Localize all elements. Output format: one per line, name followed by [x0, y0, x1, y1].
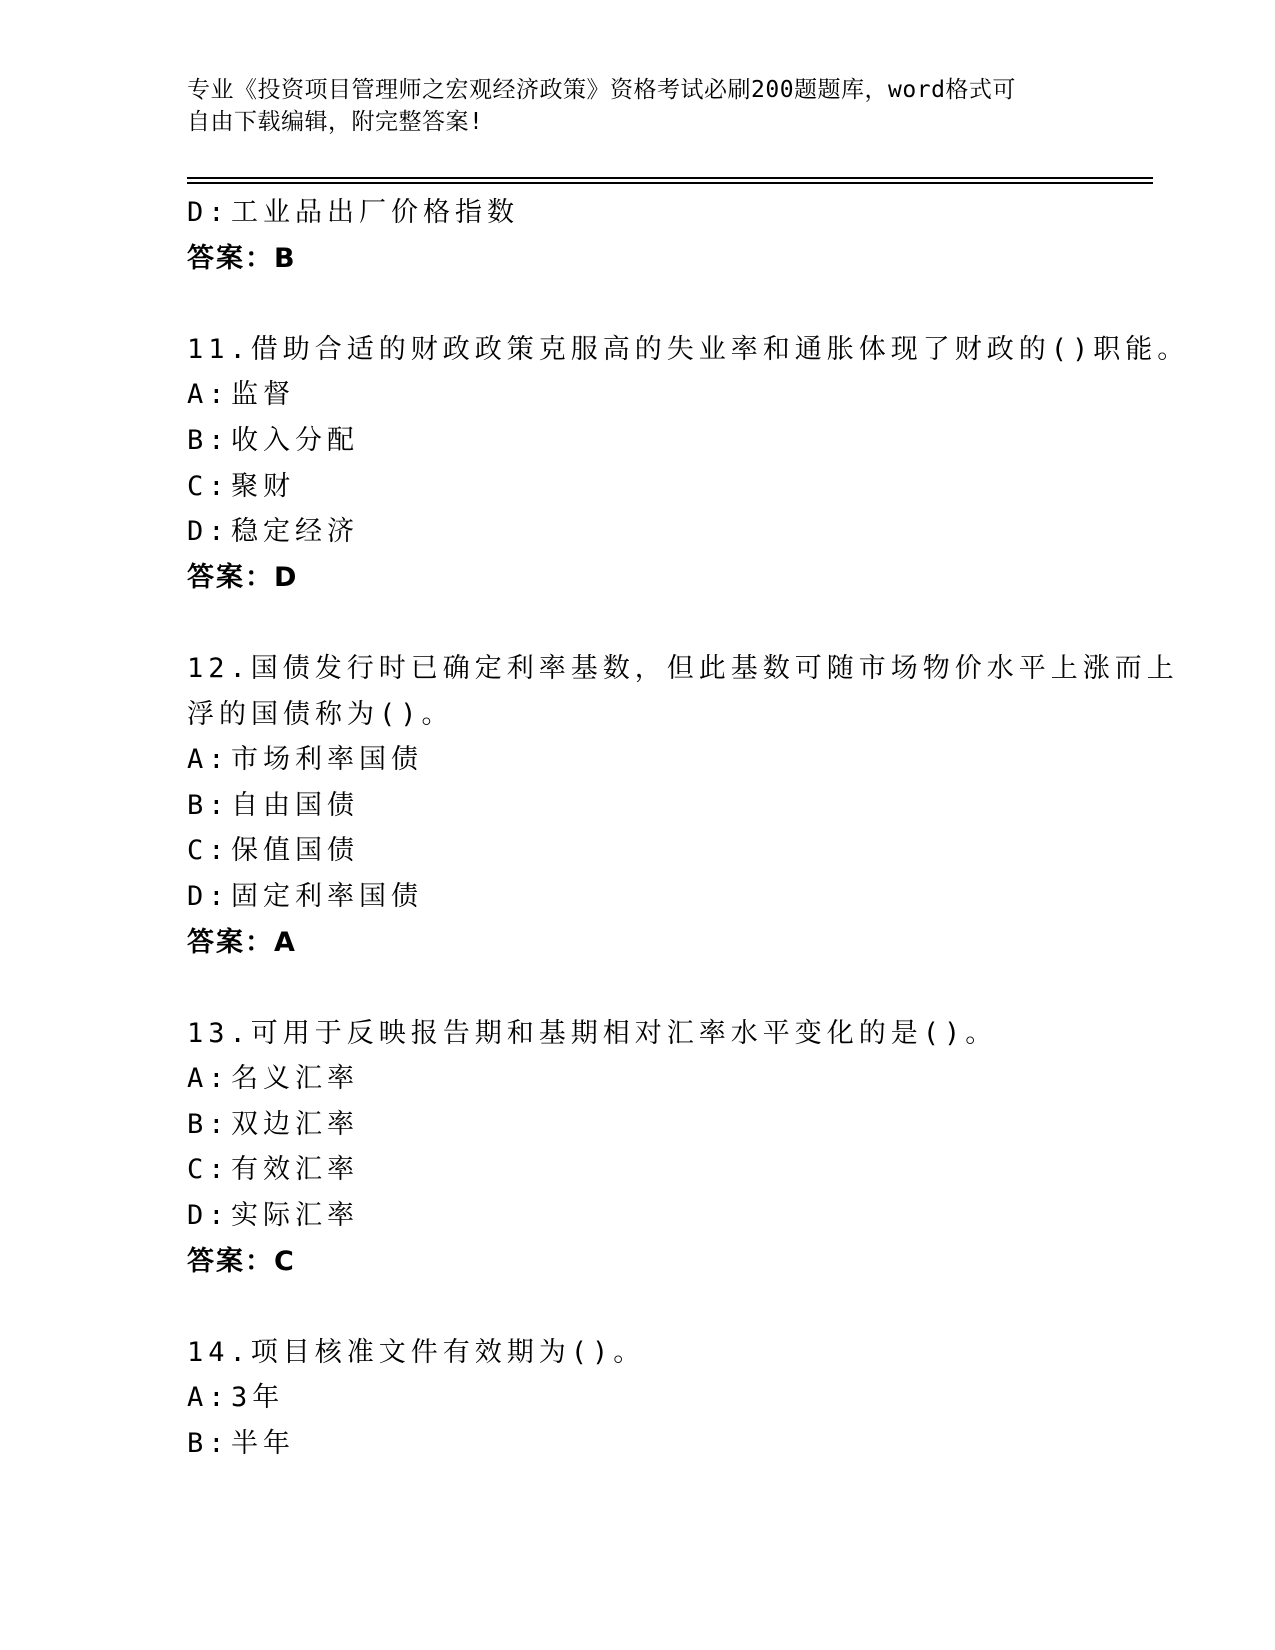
option-text: 双边汇率	[231, 1108, 359, 1140]
question-text: 14.项目核准文件有效期为()。	[187, 1336, 646, 1368]
option-label: D:	[187, 516, 230, 548]
spacer	[187, 281, 1127, 327]
answer-line: 答案：C	[187, 1245, 296, 1277]
header-divider-top	[187, 177, 1153, 179]
header-divider-bottom	[187, 182, 1153, 184]
option-a	[187, 1056, 1127, 1102]
option-a	[187, 1375, 1127, 1421]
option-b	[187, 418, 1127, 464]
option-text: 有效汇率	[231, 1154, 359, 1186]
option-d	[187, 1193, 1127, 1239]
question-block-10	[187, 190, 1127, 281]
option-text: 半年	[231, 1428, 295, 1460]
option-text: 收入分配	[231, 424, 359, 456]
option-label: B:	[187, 1428, 230, 1460]
spacer	[187, 965, 1127, 1011]
header-title-line-1: 专业《投资项目管理师之宏观经济政策》资格考试必刷200题题库，word格式可	[187, 77, 1016, 103]
option-text: 工业品出厂价格指数	[231, 197, 519, 228]
option-text: 稳定经济	[231, 516, 359, 548]
spacer	[187, 1284, 1127, 1330]
option-d	[187, 190, 1127, 236]
option-label: C:	[187, 835, 230, 867]
option-text: 自由国债	[231, 789, 359, 821]
option-c	[187, 828, 1127, 874]
question-block-14	[187, 1330, 1127, 1467]
option-d	[187, 509, 1127, 555]
option-label: A:	[187, 1063, 230, 1095]
answer-line: 答案：A	[187, 926, 297, 958]
question-block-12	[187, 646, 1179, 965]
question-text: 11.借助合适的财政政策克服高的失业率和通胀体现了财政的()职能。	[187, 333, 1190, 365]
option-b	[187, 1102, 1127, 1148]
option-d	[187, 874, 1127, 920]
question-block-11	[187, 327, 1190, 601]
option-label: D:	[187, 880, 230, 912]
option-text: 聚财	[231, 470, 295, 502]
answer-line: 答案：B	[187, 242, 297, 274]
question-text-line-2: 浮的国债称为()。	[187, 698, 454, 730]
question-block-13	[187, 1011, 1127, 1285]
option-label: D:	[187, 197, 230, 228]
option-label: A:	[187, 379, 230, 411]
option-b	[187, 783, 1127, 829]
option-text: 3年	[231, 1382, 285, 1414]
question-text: 13.可用于反映报告期和基期相对汇率水平变化的是()。	[187, 1017, 998, 1049]
option-text: 名义汇率	[231, 1063, 359, 1095]
option-text: 保值国债	[231, 835, 359, 867]
option-text: 市场利率国债	[231, 744, 423, 776]
question-text-line-1: 12.国债发行时已确定利率基数，但此基数可随市场物价水平上涨而上	[187, 652, 1179, 684]
option-b	[187, 1421, 1127, 1467]
option-a	[187, 372, 1127, 418]
option-label: B:	[187, 424, 230, 456]
option-text: 固定利率国债	[231, 880, 423, 912]
option-c	[187, 464, 1127, 510]
option-label: B:	[187, 789, 230, 821]
option-label: C:	[187, 1154, 230, 1186]
option-a	[187, 737, 1127, 783]
option-text: 监督	[231, 379, 295, 411]
option-label: A:	[187, 1382, 230, 1414]
option-label: C:	[187, 470, 230, 502]
answer-line: 答案：D	[187, 561, 299, 593]
option-c	[187, 1147, 1127, 1193]
option-label: A:	[187, 744, 230, 776]
option-label: D:	[187, 1200, 230, 1232]
header-title-line-2: 自由下载编辑，附完整答案!	[187, 109, 484, 135]
question-list	[187, 190, 1190, 1467]
spacer	[187, 600, 1127, 646]
option-text: 实际汇率	[231, 1200, 359, 1232]
option-label: B:	[187, 1108, 230, 1140]
document-header	[187, 74, 1087, 138]
